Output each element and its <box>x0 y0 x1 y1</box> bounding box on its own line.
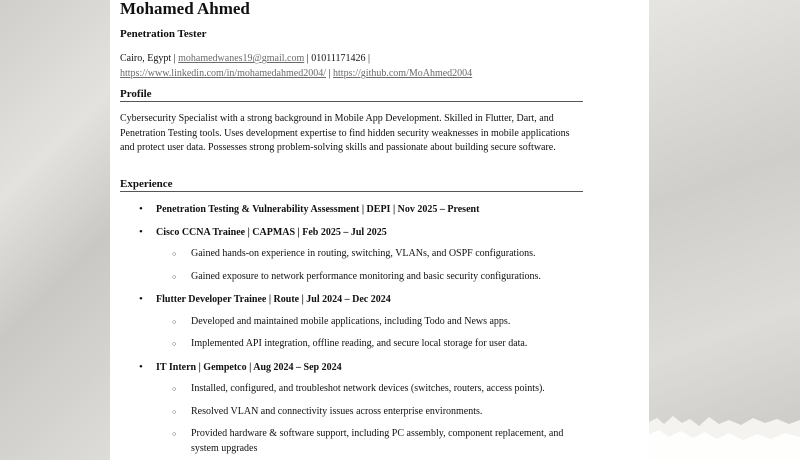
contact-separator: | <box>328 68 331 79</box>
job-bullet: ○ Gained exposure to network performance monitoring and basic security configurations. <box>120 270 590 293</box>
job-bullet: ○ Developed and maintained mobile applications, including Todo and News apps. <box>120 315 590 338</box>
candidate-name: Mohamed Ahmed <box>120 0 250 18</box>
job-bullet: ○ Resolved VLAN and connectivity issues across enterprise environments. <box>120 405 590 428</box>
job-title: • Penetration Testing & Vulnerability Assessment | DEPI | Nov 2025 – Present <box>120 202 590 225</box>
job-title: • Flutter Developer Trainee | Route | Jul 2024 – Dec 2024 <box>120 292 590 315</box>
email-link[interactable]: mohamedwanes19@gmail.com <box>178 53 305 64</box>
linkedin-link[interactable]: https://www.linkedin.com/in/mohamedahmed2004/ <box>120 68 326 79</box>
profile-text: Cybersecurity Specialist with a strong background in Mobile App Development. Skilled in Flutter, Dart, and Penetration Testing tools. Uses development expertise to find hidden security weaknesses in mobile applications and protect user data. Possesses strong problem-solving skills and passionate about building secure software. <box>120 113 570 154</box>
experience-list <box>120 202 590 456</box>
job-bullet: ○ Installed, configured, and troubleshot network devices (switches, routers, access points). <box>120 382 590 405</box>
job-title: • IT Intern | Gempetco | Aug 2024 – Sep 2024 <box>120 360 590 383</box>
candidate-role: Penetration Tester <box>120 28 207 40</box>
torn-paper-decoration <box>649 410 800 460</box>
background-right <box>649 0 800 460</box>
job-bullet: ○ Provided hardware & software support, including PC assembly, component replacement, and system upgrades <box>120 427 590 456</box>
job-title: • Cisco CCNA Trainee | CAPMAS | Feb 2025 – Jul 2025 <box>120 225 590 248</box>
contact-info <box>120 51 590 81</box>
github-link[interactable]: https://github.com/MoAhmed2004 <box>333 68 473 79</box>
job-bullet: ○ Gained hands-on experience in routing, switching, VLANs, and OSPF configurations. <box>120 247 590 270</box>
job-bullet: ○ Implemented API integration, offline reading, and secure local storage for user data. <box>120 337 590 360</box>
location: Cairo, Egypt | <box>120 53 176 64</box>
background-left <box>0 0 110 460</box>
section-heading-experience: Experience <box>120 178 583 192</box>
phone: | 01011171426 | <box>306 53 370 64</box>
section-heading-profile: Profile <box>120 88 583 102</box>
resume-page <box>110 0 649 460</box>
